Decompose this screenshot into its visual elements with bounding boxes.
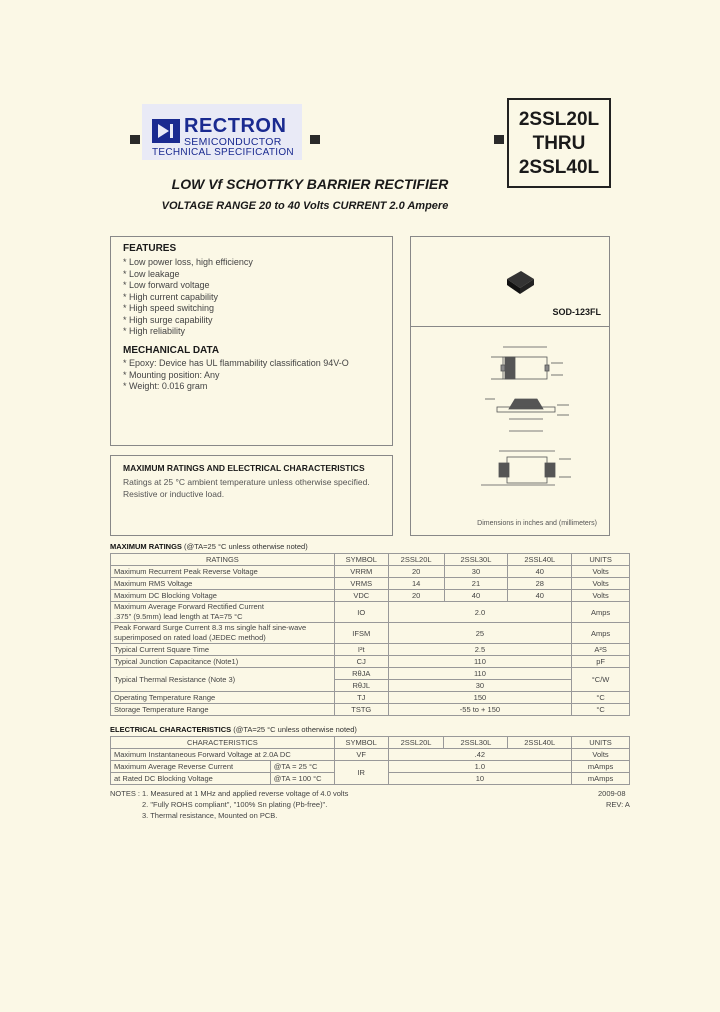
table-cell: 28 xyxy=(508,578,572,590)
table-cell: °C xyxy=(572,704,630,716)
table-row xyxy=(111,656,630,668)
part-number-thru: THRU xyxy=(532,133,586,154)
table-cell: IO xyxy=(334,602,388,623)
table-cell: Maximum Instantaneous Forward Voltage at 2.0A DC xyxy=(111,749,335,761)
header-marker-mid xyxy=(310,135,320,144)
feature-item: * Low leakage xyxy=(123,268,180,279)
table-header: RATINGS xyxy=(111,554,335,566)
table-header: 2SSL30L xyxy=(444,554,508,566)
table-cell xyxy=(111,623,335,644)
table-cell: 110 xyxy=(388,668,571,680)
table-cell: Volts xyxy=(572,749,630,761)
table-cell: 30 xyxy=(388,680,571,692)
logo-name: RECTRON xyxy=(184,115,287,137)
table-cell: 40 xyxy=(508,566,572,578)
mechanical-item: * Mounting position: Any xyxy=(123,369,220,380)
page-subtitle: VOLTAGE RANGE 20 to 40 Volts CURRENT 2.0 Ampere xyxy=(161,200,449,212)
mechanical-item: * Weight: 0.016 gram xyxy=(123,381,208,391)
table-header: 2SSL20L xyxy=(388,554,444,566)
mechanical-list xyxy=(123,358,349,393)
table-cell: Amps xyxy=(572,623,630,644)
package-label: SOD-123FL xyxy=(552,307,601,317)
package-box xyxy=(410,236,610,536)
document-date: 2009-08 xyxy=(598,789,626,798)
notes-list xyxy=(142,788,348,821)
table-cell: Storage Temperature Range xyxy=(111,704,335,716)
table-cell: mAmps xyxy=(572,761,630,773)
table-cell: IFSM xyxy=(334,623,388,644)
table-cell: Volts xyxy=(572,590,630,602)
part-number-box xyxy=(507,98,611,188)
table-cell: @TA = 25 °C xyxy=(270,761,334,773)
electrical-characteristics-table xyxy=(110,736,630,785)
table-cell: Typical Junction Capacitance (Note1) xyxy=(111,656,335,668)
table-cell: 20 xyxy=(388,566,444,578)
note-item: 3. Thermal resistance, Mounted on PCB. xyxy=(142,811,278,820)
package-3d-icon xyxy=(501,267,539,297)
max-table-caption-title: MAXIMUM RATINGS xyxy=(110,542,182,551)
header-marker-right xyxy=(494,135,504,144)
document-revision: REV: A xyxy=(606,800,630,809)
table-cell: 40 xyxy=(508,590,572,602)
logo-subtitle: SEMICONDUCTOR xyxy=(184,136,282,148)
table-row xyxy=(111,704,630,716)
table-cell: -55 to + 150 xyxy=(388,704,571,716)
table-cell: °C/W xyxy=(572,668,630,692)
mechanical-item: * Epoxy: Device has UL flammability classification 94V-O xyxy=(123,358,349,368)
feature-item: * High surge capability xyxy=(123,314,213,325)
feature-item: * Low power loss, high efficiency xyxy=(123,257,253,267)
package-divider xyxy=(411,326,609,327)
part-number-from: 2SSL20L xyxy=(518,109,600,130)
table-cell: VRMS xyxy=(334,578,388,590)
features-heading: FEATURES xyxy=(123,243,177,254)
table-cell: Amps xyxy=(572,602,630,623)
table-row xyxy=(111,668,630,680)
table-row xyxy=(111,602,630,623)
feature-item: * High reliability xyxy=(123,326,186,336)
page-title: LOW Vf SCHOTTKY BARRIER RECTIFIER xyxy=(171,176,449,192)
table-row xyxy=(111,578,630,590)
package-dimension-drawing xyxy=(451,335,591,505)
table-cell: .42 xyxy=(388,749,572,761)
cell-line: superimposed on rated load (JEDEC method) xyxy=(114,633,266,642)
table-cell: Volts xyxy=(572,566,630,578)
rectron-logo-icon xyxy=(152,119,180,143)
table-cell: VDC xyxy=(334,590,388,602)
table-row xyxy=(111,761,630,773)
cell-line: .375" (9.5mm) lead length at TA=75 °C xyxy=(114,612,243,621)
features-box xyxy=(110,236,393,446)
table-header-row xyxy=(111,737,630,749)
cell-line: Peak Forward Surge Current 8.3 ms single half sine-wave xyxy=(114,623,307,632)
table-cell: VRRM xyxy=(334,566,388,578)
table-cell: 20 xyxy=(388,590,444,602)
table-header: 2SSL40L xyxy=(508,737,572,749)
table-cell: TJ xyxy=(334,692,388,704)
feature-item: * High speed switching xyxy=(123,303,215,313)
table-cell: at Rated DC Blocking Voltage xyxy=(111,773,271,785)
table-header: 2SSL20L xyxy=(388,737,444,749)
table-cell: @TA = 100 °C xyxy=(270,773,334,785)
max-ratings-table xyxy=(110,553,630,716)
table-header: UNITS xyxy=(572,554,630,566)
table-cell: mAmps xyxy=(572,773,630,785)
feature-item: * Low forward voltage xyxy=(123,280,210,290)
table-row xyxy=(111,644,630,656)
table-cell: Maximum Average Reverse Current xyxy=(111,761,271,773)
notes-heading: NOTES : xyxy=(110,789,141,798)
table-cell: RθJA xyxy=(334,668,388,680)
elec-table-caption-condition: (@TA=25 °C unless otherwise noted) xyxy=(231,725,357,734)
table-cell: 2.5 xyxy=(388,644,571,656)
max-ratings-note: Resistive or inductive load. xyxy=(123,489,225,499)
table-cell: 150 xyxy=(388,692,571,704)
table-cell xyxy=(111,602,335,623)
table-cell: Maximum RMS Voltage xyxy=(111,578,335,590)
table-header: 2SSL40L xyxy=(508,554,572,566)
table-cell: 2.0 xyxy=(388,602,571,623)
table-cell: °C xyxy=(572,692,630,704)
table-cell: Typical Current Square Time xyxy=(111,644,335,656)
max-table-caption xyxy=(110,542,308,551)
table-header: CHARACTERISTICS xyxy=(111,737,335,749)
table-cell: A²S xyxy=(572,644,630,656)
table-cell: TSTG xyxy=(334,704,388,716)
table-row xyxy=(111,623,630,644)
table-row xyxy=(111,692,630,704)
header-marker-left xyxy=(130,135,140,144)
table-cell: IR xyxy=(334,761,388,785)
table-row xyxy=(111,566,630,578)
table-cell: CJ xyxy=(334,656,388,668)
table-cell: 25 xyxy=(388,623,571,644)
max-ratings-heading: MAXIMUM RATINGS AND ELECTRICAL CHARACTERISTICS xyxy=(123,463,365,473)
part-number-to: 2SSL40L xyxy=(518,157,600,178)
dimensions-note: Dimensions in inches and (millimeters) xyxy=(477,520,597,527)
max-table-caption-condition: (@TA=25 °C unless otherwise noted) xyxy=(181,542,308,551)
table-cell: 110 xyxy=(388,656,571,668)
cell-line: Maximum Average Forward Rectified Current xyxy=(114,602,264,611)
table-header-row xyxy=(111,554,630,566)
table-header: SYMBOL xyxy=(334,554,388,566)
elec-table-caption-title: ELECTRICAL CHARACTERISTICS xyxy=(110,725,232,734)
mechanical-heading: MECHANICAL DATA xyxy=(123,345,220,356)
note-item: 2. "Fully ROHS compliant", "100% Sn plating (Pb-free)". xyxy=(142,800,328,809)
max-ratings-note: Ratings at 25 °C ambient temperature unless otherwise specified. xyxy=(123,477,370,487)
table-row xyxy=(111,590,630,602)
table-cell: Volts xyxy=(572,578,630,590)
table-cell: Maximum DC Blocking Voltage xyxy=(111,590,335,602)
table-cell: pF xyxy=(572,656,630,668)
table-cell: I²t xyxy=(334,644,388,656)
table-cell: 40 xyxy=(444,590,508,602)
table-header: 2SSL30L xyxy=(444,737,508,749)
table-row xyxy=(111,749,630,761)
table-cell: VF xyxy=(334,749,388,761)
table-header: SYMBOL xyxy=(334,737,388,749)
elec-table-caption xyxy=(110,725,357,734)
max-ratings-box xyxy=(110,455,393,536)
table-cell: 14 xyxy=(388,578,444,590)
table-cell: RθJL xyxy=(334,680,388,692)
table-cell: 30 xyxy=(444,566,508,578)
feature-item: * High current capability xyxy=(123,291,219,302)
table-cell: 1.0 xyxy=(388,761,572,773)
note-item: 1. Measured at 1 MHz and applied reverse voltage of 4.0 volts xyxy=(142,789,349,798)
table-cell: 21 xyxy=(444,578,508,590)
table-cell: Typical Thermal Resistance (Note 3) xyxy=(111,668,335,692)
table-cell: Operating Temperature Range xyxy=(111,692,335,704)
logo-tagline: TECHNICAL SPECIFICATION xyxy=(152,147,294,158)
table-cell: 10 xyxy=(388,773,572,785)
features-list xyxy=(123,257,253,338)
table-cell: Maximum Recurrent Peak Reverse Voltage xyxy=(111,566,335,578)
table-header: UNITS xyxy=(572,737,630,749)
